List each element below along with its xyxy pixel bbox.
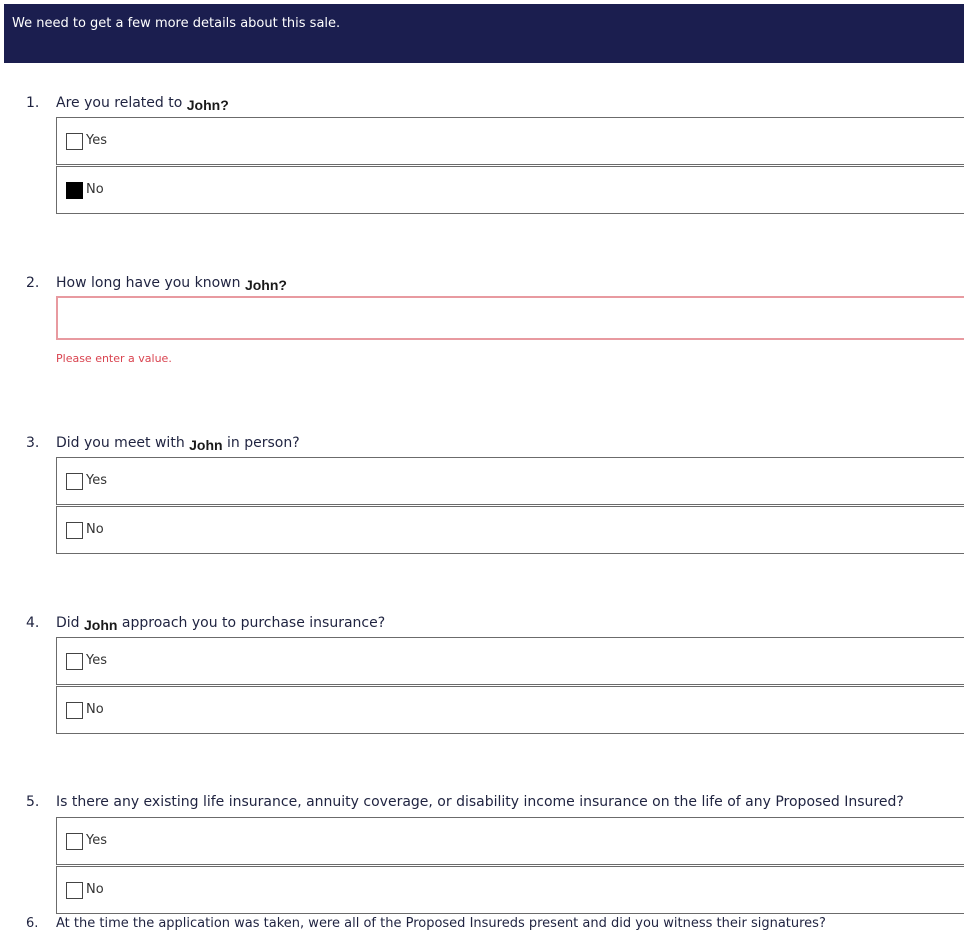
question-text-after: in person? <box>222 435 300 451</box>
question-number: 2. <box>26 275 40 291</box>
question-3 <box>26 434 300 451</box>
option-yes[interactable] <box>56 117 964 165</box>
question-number: 4. <box>26 615 40 631</box>
option-yes[interactable] <box>56 637 964 685</box>
option-no[interactable] <box>56 506 964 554</box>
checkbox[interactable] <box>66 522 83 539</box>
question-text: Did you meet with <box>56 435 190 451</box>
question-number: 3. <box>26 435 40 451</box>
question-4 <box>26 614 385 631</box>
question-2 <box>26 274 287 291</box>
insured-name: John? <box>244 277 287 293</box>
option-no[interactable] <box>56 686 964 734</box>
option-label: Yes <box>86 473 107 488</box>
option-label: No <box>86 522 104 537</box>
question-text: Are you related to <box>56 95 187 111</box>
insured-name: John <box>189 437 223 453</box>
checkbox[interactable] <box>66 833 83 850</box>
option-label: Yes <box>86 133 107 148</box>
option-no[interactable] <box>56 166 964 214</box>
question-text-after: approach you to purchase insurance? <box>117 615 386 631</box>
question-6 <box>26 916 826 931</box>
validation-error: Please enter a value. <box>56 352 172 365</box>
insured-name: John <box>84 617 118 633</box>
question-text: How long have you known <box>56 275 245 291</box>
question-1 <box>26 94 229 111</box>
question-number: 5. <box>26 794 40 810</box>
checkbox[interactable] <box>66 653 83 670</box>
checkbox[interactable] <box>66 473 83 490</box>
insured-name: John? <box>186 97 229 113</box>
option-no[interactable] <box>56 866 964 914</box>
banner-text: We need to get a few more details about this sale. <box>12 16 341 31</box>
option-yes[interactable] <box>56 457 964 505</box>
option-label: No <box>86 882 104 897</box>
question-text: Is there any existing life insurance, annuity coverage, or disability income insurance on the life of any Proposed Insured? <box>56 794 904 810</box>
option-yes[interactable] <box>56 817 964 865</box>
checkbox[interactable] <box>66 133 83 150</box>
known-duration-input[interactable] <box>56 296 964 340</box>
option-label: No <box>86 182 104 197</box>
question-text: Did <box>56 615 85 631</box>
page-banner <box>4 4 964 63</box>
question-number: 1. <box>26 95 40 111</box>
question-number: 6. <box>26 916 39 931</box>
checkbox[interactable] <box>66 882 83 899</box>
option-label: No <box>86 702 104 717</box>
checkbox[interactable] <box>66 702 83 719</box>
checkbox-checked[interactable] <box>66 182 83 199</box>
question-text: At the time the application was taken, were all of the Proposed Insureds present and did you witness their signatures? <box>56 916 826 931</box>
option-label: Yes <box>86 833 107 848</box>
option-label: Yes <box>86 653 107 668</box>
question-5 <box>26 794 904 810</box>
